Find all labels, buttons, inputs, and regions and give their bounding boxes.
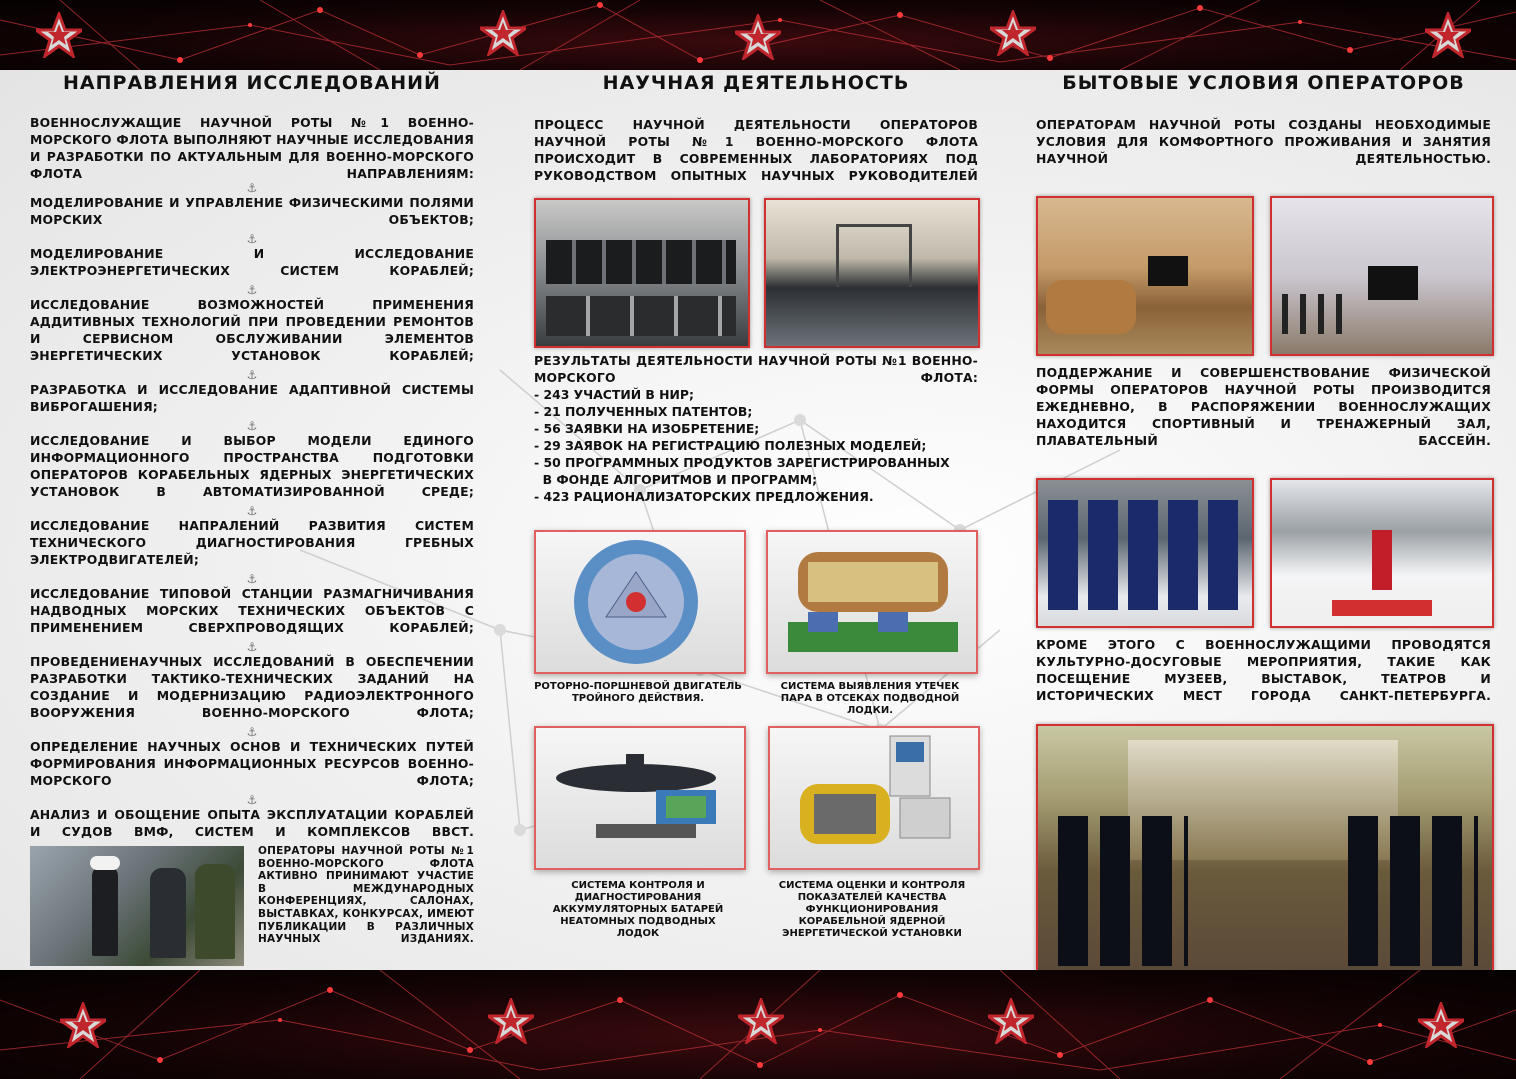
research-direction-item: ИССЛЕДОВАНИЕ НАПРАЛЕНИЙ РАЗВИТИЯ СИСТЕМ ТЕХНИЧЕСКОГО ДИАГНОСТИРОВАНИЯ ГРЕБНЫХ ЭЛЕКТРОДВИГАТЕЛЕЙ; (30, 518, 474, 567)
reactor-quality-system-render (768, 726, 980, 870)
star-emblem-icon (1425, 12, 1471, 58)
star-emblem-icon (988, 998, 1034, 1044)
top-banner (0, 0, 1516, 70)
participation-text: ОПЕРАТОРЫ НАУЧНОЙ РОТЫ №1 ВОЕННО-МОРСКОГО ФЛОТА АКТИВНО ПРИНИМАЮТ УЧАСТИЕ В МЕЖДУНАРОДНЫХ КОНФЕРЕНЦИЯХ, САЛОНАХ, ВЫСТАВКАХ, КОНКУРСАХ, ИМЕЮТ ПУБЛИКАЦИИ В РАЗЛИЧНЫХ НАУЧНЫХ ИЗДАНИЯХ. (258, 845, 474, 946)
research-direction-item: РАЗРАБОТКА И ИССЛЕДОВАНИЕ АДАПТИВНОЙ СИСТЕМЫ ВИБРОГАШЕНИЯ; (30, 382, 474, 414)
rotary-engine-render (534, 530, 746, 674)
star-emblem-icon (480, 10, 526, 56)
research-direction-item: ИССЛЕДОВАНИЕ ТИПОВОЙ СТАНЦИИ РАЗМАГНИЧИВАНИЯ НАДВОДНЫХ МОРСКИХ ТЕХНИЧЕСКИХ ОБЪЕКТОВ С ПРИМЕНЕНИЕМ СВЕРХПРОВОДЯЩИХ КОРАБЛЕЙ; (30, 586, 474, 635)
research-direction-item: ПРОВЕДЕНИЕНАУЧНЫХ ИССЛЕДОВАНИЙ В ОБЕСПЕЧЕНИИ РАЗРАБОТКИ ТАКТИКО-ТЕХНИЧЕСКИХ ЗАДАНИЙ НА СОЗДАНИЕ И МОДЕРНИЗАЦИЮ РАДИОЭЛЕКТРОННОГО ВООРУЖЕНИЯ ВОЕННО-МОРСКОГО ФЛОТА; (30, 654, 474, 720)
research-direction-item: ИССЛЕДОВАНИЕ И ВЫБОР МОДЕЛИ ЕДИНОГО ИНФОРМАЦИОННОГО ПРОСТРАНСТВА ПОДГОТОВКИ ОПЕРАТОРОВ КОРАБЕЛЬНЫХ ЯДЕРНЫХ ЭНЕРГЕТИЧЕСКИХ УСТАНОВОК В АВТОМАТИЗИРОВАННОЙ СРЕДЕ; (30, 433, 474, 499)
science-intro: ПРОЦЕСС НАУЧНОЙ ДЕЯТЕЛЬНОСТИ ОПЕРАТОРОВ НАУЧНОЙ РОТЫ №1 ВОЕННО-МОРСКОГО ФЛОТА ПРОИСХОДИТ В СОВРЕМЕННЫХ ЛАБОРАТОРИЯХ ПОД РУКОВОДСТВОМ ОПЫТНЫХ НАУЧНЫХ РУКОВОДИТЕЛЕЙ (534, 117, 978, 183)
exhibition-photo (30, 846, 244, 966)
rotary-engine-figure (536, 532, 744, 672)
anchor-icon: ⚓ (246, 283, 258, 297)
anchor-icon: ⚓ (246, 419, 258, 433)
column-research-directions (30, 70, 474, 840)
result-item: - 243 УЧАСТИЙ В НИР; (534, 387, 694, 402)
section-title: НАПРАВЛЕНИЯ ИССЛЕДОВАНИЙ (63, 72, 441, 94)
results-list (534, 386, 978, 505)
directions-list (30, 182, 474, 840)
living-intro: ОПЕРАТОРАМ НАУЧНОЙ РОТЫ СОЗДАНЫ НЕОБХОДИМЫЕ УСЛОВИЯ ДЛЯ КОМФОРТНОГО ПРОЖИВАНИЯ И ЗАНЯТИЯ НАУЧНОЙ ДЕЯТЕЛЬНОСТЬЮ. (1036, 117, 1491, 166)
research-direction-item: ИССЛЕДОВАНИЕ ВОЗМОЖНОСТЕЙ ПРИМЕНЕНИЯ АДДИТИВНЫХ ТЕХНОЛОГИЙ ПРИ ПРОВЕДЕНИИ РЕМОНТОВ И СЕРВИСНОМ ОБСЛУЖИВАНИИ ЭЛЕМЕНТОВ ЭНЕРГЕТИЧЕСКИХ УСТАНОВОК КОРАБЛЕЙ; (30, 297, 474, 363)
result-item: В ФОНДЕ АЛГОРИТМОВ И ПРОГРАММ; (534, 472, 818, 487)
submarine-figure (536, 728, 744, 868)
research-direction-item: ОПРЕДЕЛЕНИЕ НАУЧНЫХ ОСНОВ И ТЕХНИЧЕСКИХ ПУТЕЙ ФОРМИРОВАНИЯ ИНФОРМАЦИОННЫХ РЕСУРСОВ ВОЕННО-МОРСКОГО ФЛОТА; (30, 739, 474, 788)
test-basin-photo (764, 198, 980, 348)
anchor-icon: ⚓ (246, 368, 258, 382)
running-servicemen-photo (1036, 478, 1254, 628)
anchor-icon: ⚓ (246, 572, 258, 586)
bottom-banner (0, 970, 1516, 1079)
research-direction-item: АНАЛИЗ И ОБОЩЕНИЕ ОПЫТА ЭКСПЛУАТАЦИИ КОРАБЛЕЙ И СУДОВ ВМФ, СИСТЕМ И КОМПЛЕКСОВ ВВСТ. (30, 807, 474, 839)
research-direction-item: МОДЕЛИРОВАНИЕ И УПРАВЛЕНИЕ ФИЗИЧЕСКИМИ ПОЛЯМИ МОРСКИХ ОБЪЕКТОВ; (30, 195, 474, 227)
column-living-conditions (1036, 70, 1491, 167)
result-item: - 29 ЗАЯВОК НА РЕГИСТРАЦИЮ ПОЛЕЗНЫХ МОДЕЛЕЙ; (534, 438, 927, 453)
anchor-icon: ⚓ (246, 232, 258, 246)
submarine-battery-render (534, 726, 746, 870)
star-emblem-icon (60, 1002, 106, 1048)
star-emblem-icon (735, 14, 781, 60)
result-item: - 21 ПОЛУЧЕННЫХ ПАТЕНТОВ; (534, 404, 753, 419)
caption-steam-leak: СИСТЕМА ВЫЯВЛЕНИЯ УТЕЧЕК ПАРА В ОТСЕКАХ ПОДВОДНОЙ ЛОДКИ. (780, 681, 960, 716)
result-item: - 423 РАЦИОНАЛИЗАТОРСКИХ ПРЕДЛОЖЕНИЯ. (534, 489, 874, 504)
study-room-photo (1270, 196, 1494, 356)
anchor-icon: ⚓ (246, 640, 258, 654)
steam-leak-figure (768, 532, 976, 672)
reactor-figure (770, 728, 978, 868)
anchor-icon: ⚓ (246, 181, 258, 195)
research-intro: ВОЕННОСЛУЖАЩИЕ НАУЧНОЙ РОТЫ №1 ВОЕННО-МОРСКОГО ФЛОТА ВЫПОЛНЯЮТ НАУЧНЫЕ ИССЛЕДОВАНИЯ И РАЗРАБОТКИ ПО АКТУАЛЬНЫМ ДЛЯ ВОЕННО-МОРСКОГО ФЛОТА НАПРАВЛЕНИЯМ: (30, 115, 474, 181)
research-direction-item: МОДЕЛИРОВАНИЕ И ИССЛЕДОВАНИЕ ЭЛЕКТРОЭНЕРГЕТИЧЕСКИХ СИСТЕМ КОРАБЛЕЙ; (30, 246, 474, 278)
anchor-icon: ⚓ (246, 504, 258, 518)
results-title: РЕЗУЛЬТАТЫ ДЕЯТЕЛЬНОСТИ НАУЧНОЙ РОТЫ №1 ВОЕННО-МОРСКОГО ФЛОТА: (534, 353, 978, 385)
result-item: - 56 ЗАЯВКИ НА ИЗОБРЕТЕНИЕ; (534, 421, 760, 436)
result-item: - 50 ПРОГРАММНЫХ ПРОДУКТОВ ЗАРЕГИСТРИРОВАННЫХ (534, 455, 950, 470)
caption-battery-system: СИСТЕМА КОНТРОЛЯ И ДИАГНОСТИРОВАНИЯ АККУМУЛЯТОРНЫХ БАТАРЕЙ НЕАТОМНЫХ ПОДВОДНЫХ ЛОДОК (552, 880, 724, 939)
anchor-icon: ⚓ (246, 725, 258, 739)
star-emblem-icon (36, 12, 82, 58)
star-emblem-icon (738, 998, 784, 1044)
fitness-text: ПОДДЕРЖАНИЕ И СОВЕРШЕНСТВОВАНИЕ ФИЗИЧЕСКОЙ ФОРМЫ ОПЕРАТОРОВ НАУЧНОЙ РОТЫ ПРОИЗВОДИТСЯ ЕЖЕДНЕВНО, В РАСПОРЯЖЕНИИ ВОЕННОСЛУЖАЩИХ НАХОДИТСЯ СПОРТИВНЫЙ И ТРЕНАЖЕРНЫЙ ЗАЛ, ПЛАВАТЕЛЬНЫЙ БАССЕЙН. (1036, 365, 1491, 448)
anchor-icon: ⚓ (246, 793, 258, 807)
lab-control-room-photo (534, 198, 750, 348)
star-emblem-icon (488, 998, 534, 1044)
section-title: НАУЧНАЯ ДЕЯТЕЛЬНОСТЬ (602, 72, 910, 94)
culture-text: КРОМЕ ЭТОГО С ВОЕННОСЛУЖАЩИМИ ПРОВОДЯТСЯ КУЛЬТУРНО-ДОСУГОВЫЕ МЕРОПРИЯТИЯ, ТАКИЕ КАК ПОСЕЩЕНИЕ МУЗЕЕВ, ВЫСТАВОК, ТЕАТРОВ И ИСТОРИЧЕСКИХ МЕСТ ГОРОДА САНКТ-ПЕТЕРБУРГА. (1036, 637, 1491, 703)
steam-leak-system-render (766, 530, 978, 674)
column-science-activity (534, 70, 978, 184)
caption-reactor-system: СИСТЕМА ОЦЕНКИ И КОНТРОЛЯ ПОКАЗАТЕЛЕЙ КАЧЕСТВА ФУНКЦИОНИРОВАНИЯ КОРАБЕЛЬНОЙ ЯДЕРНОЙ ЭНЕРГЕТИЧЕСКОЙ УСТАНОВКИ (778, 880, 966, 939)
results-block (534, 352, 978, 505)
brochure-body (0, 70, 1516, 970)
museum-visit-photo (1036, 724, 1494, 972)
star-emblem-icon (990, 10, 1036, 56)
star-emblem-icon (1418, 1002, 1464, 1048)
lounge-room-photo (1036, 196, 1254, 356)
caption-rotary-engine: РОТОРНО-ПОРШНЕВОЙ ДВИГАТЕЛЬ ТРОЙНОГО ДЕЙСТВИЯ. (534, 681, 742, 704)
section-title: БЫТОВЫЕ УСЛОВИЯ ОПЕРАТОРОВ (1062, 72, 1465, 94)
outdoor-training-photo (1270, 478, 1494, 628)
